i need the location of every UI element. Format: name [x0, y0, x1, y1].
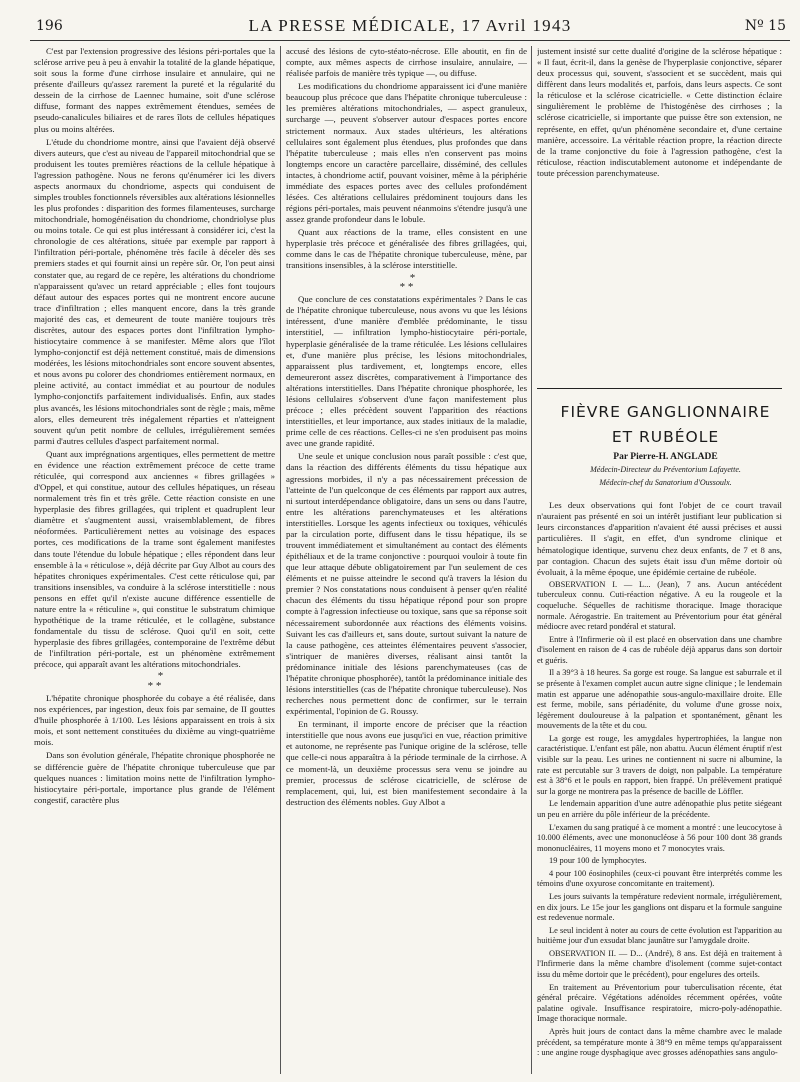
paragraph: L'hépatite chronique phosphorée du cobaye a été réalisée, dans nos expériences, par ingestion, deux fois par semaine, de II gouttes d'huile phosphorée à 1/100. Les lésions apparaissent en trois à six mois, et sont nettement constituées du dixième au vingt-quatrième mois.: [34, 693, 275, 748]
journal-title: LA PRESSE MÉDICALE, 17 Avril 1943: [248, 16, 572, 35]
column-divider-2: [531, 46, 532, 1074]
column-2: [286, 46, 527, 1076]
section-separator: * * *: [147, 670, 164, 692]
paragraph: En terminant, il importe encore de préciser que la réaction interstitielle que nous avons eue jusqu'ici en vue, réaction primitive et autonome, ne représente pas l'unique origine de la sclérose, telle que celle-ci nous apparaîtra à la période terminale de la cirrhose. A ce moment-là, un deuxième processus sera venu se joindre au premier, processus de sclérose cicatricielle, de sclérose de remplacement, qui, lui, est bien manifestement secondaire à la destruction des éléments nobles. Guy Albot a: [286, 719, 527, 807]
paragraph: Que conclure de ces constatations expérimentales ? Dans le cas de l'hépatite chronique tuberculeuse, nous avons vu que les lésions intéressent, d'une manière d'emblée prédominante, le tissu interstitiel, — infiltration lympho-histiocytaire péri-portale, hyperplasie généralisée de la trame réticulée. Les lésions cellulaires et, d'une manière plus précise, les lésions mitochondriales, apparaissent plus tardivement, et, longtemps encore, elles demeureront assez discrètes, comparativement à l'importance des altérations interstitielles. Dans l'hépatite chronique phosphorée, les lésions cellulaires s'observent d'une façon manifestement plus précoce ; elles précèdent souvent l'apparition des réactions interstitielles, et leur importance, aux stades initiaux de la maladie, prime celle de ces réactions. Celles-ci ne s'en produisent pas moins avec une grande rapidité.: [286, 294, 527, 449]
article-paragraph: L'examen du sang pratiqué à ce moment a montré : une leucocytose à 10.000 éléments, avec une mononucléose à 56 pour 100 dont 38 grands mononucléaires, 11 moyens mono et 7 monocytes vrais.: [537, 822, 782, 853]
article-paragraph: Le seul incident à noter au cours de cette évolution est l'apparition au huitième jour d'un exsudat blanc jaunâtre sur l'amygdale droite.: [537, 925, 782, 946]
paragraph: Les modifications du chondriome apparaissent ici d'une manière beaucoup plus précoce que dans l'hépatite chronique tuberculeuse : les premières altérations mitochondriales, — aspect granuleux, surcharge —, peuvent s'observer autour d'espaces portes encore strictement normaux. Aux stades ultérieurs, les altérations cellulaires sont également plus étendues, plus profondes que dans l'hépatite tuberculeuse ; mais elles n'en conservent pas moins longtemps encore un caractère parcellaire, disséminé, des cellules intactes, à chondriome actif, pouvant voisiner, même à la périphérie immédiate des espaces portes avec des cellules profondément lésées. Ces altérations cellulaires prédominent toujours dans les régions péri-portales, mais peuvent néanmoins s'étendre jusqu'à une assez grande profondeur dans le lobule.: [286, 81, 527, 225]
section-separator: * * *: [399, 271, 416, 293]
paragraph: Dans son évolution générale, l'hépatite chronique phosphorée ne se différencie guère de l'hépatite chronique tuberculeuse que par quelques nuances : limitation moins nette de l'infiltration lympho-histiocytaire péri-portale, importance plus grande de l'élément congestif, caractère plus: [34, 750, 275, 805]
article-paragraph: 4 pour 100 éosinophiles (ceux-ci pouvant être interprétés comme les témoins d'une oxyurose concomitante en traitement).: [537, 868, 782, 889]
header-rule: [30, 40, 790, 41]
article-paragraph: La gorge est rouge, les amygdales hypertrophiées, la langue non caractéristique. L'enfant est pâle, non abattu. Aucun élément éruptif n'est visible sur la peau. Les urines ne contiennent ni sucre ni albumine, la rate est percutable sur 3 travers de doigt, non palpable. La température est à 38°6 et le pouls en rapport, bien frappé. Un prélèvement pratiqué sur la gorge ne montrera pas la présence de bacille de Löffler.: [537, 733, 782, 796]
article-paragraph: Les deux observations qui font l'objet de ce court travail n'auraient pas présenté en soi un intérêt justifiant leur publication si leurs circonstances d'apparition n'avaient été aussi précises et aussi particulières. Il s'agit, en effet, d'un syndrome clinique et hématologique identique, survenu chez deux enfants, de 7 et 8 ans, par contagion. Chacun des sujets était issu d'un même dortoir où évoluait, à la même époque, une épidémie certaine de rubéole.: [537, 500, 782, 577]
article-paragraph: Après huit jours de contact dans la même chambre avec le malade précédent, sa température monte à 38°9 en même temps qu'apparaissent : une angine rouge dysphagique avec grosses adénopathies sans angulo-: [537, 1026, 782, 1058]
article-body: [537, 500, 782, 1058]
article-author: Par Pierre-H. ANGLADE: [613, 451, 718, 462]
paragraph: C'est par l'extension progressive des lésions péri-portales que la sclérose arrive peu à peu à envahir la totalité de la glande hépatique, soit sous la forme d'une cirrhose insulaire et annulaire, qui ne présente d'ailleurs qu'assez rarement la pureté et la régularité du dessein de la cirrhose de Laennec humaine, soit d'une sclérose diffuse, formant des nappes extrêmement étendues, semées de pseudo-canalicules biliaires et de rares îlots de cellules hépatiques plus ou moins altérées.: [34, 46, 275, 134]
paragraph: Quant aux réactions de la trame, elles consistent en une hyperplasie très précoce et généralisée des fibres grillagées, qui, comme dans le cas de l'hépatite chronique tuberculeuse, mène, par transitions insensibles, à la sclérose interstitielle.: [286, 227, 527, 271]
column-3-top: [537, 46, 782, 396]
article-paragraph: Les jours suivants la température redevient normale, irrégulièrement, en dix jours. Le 15e jour les ganglions ont disparu et la formule sanguine est redevenue normale.: [537, 891, 782, 923]
page-header: [30, 14, 790, 40]
page-number: 196: [36, 18, 63, 34]
column-divider-1: [280, 46, 281, 1074]
issue-number: Nº 15: [744, 18, 786, 34]
article-rule: [537, 388, 782, 389]
article-paragraph: Le lendemain apparition d'une autre adénopathie plus petite siégeant un peu en arrière du pôle inférieur de la précédente.: [537, 799, 782, 819]
paragraph: Quant aux imprégnations argentiques, elles permettent de mettre en évidence une réaction extrêmement précoce de cette trame réticulée, qui correspond aux anciennes « fibres grillagées » d'Oppel, et qui constitue, autour des cellules hépatiques, un réseau normalement très fin et très grêle. Cette réaction consiste en une hyperplasie des fibres grillagées, qui triplent et quadruplent leur diamètre et s'augmentent aussi, vraisemblablement, de fibres néoformées. Particulièrement nettes au voisinage des espaces portes, ces modifications de la trame sont également manifestes dans toute l'étendue du lobule hépatique ; elles répondent dans leur ensemble à la « réticulose », déjà décrite par Guy Albot au cours des hépatites chroniques expérimentales. C'est cette réticulose qui, par transitions insensibles, va conduire à la sclérose interstitielle : nous pensons en effet qu'il n'existe aucune différence essentielle de nature entre la « réticuline », qui constitue le substratum chimique hypothétique de la trame réticulée, et le collagène, substance fondamentale du tissu de sclérose. Quoi qu'il en soit, cette hyperplasie des fibres grillagées, contemporaine de l'extrême début de l'infiltration péri-portale, est un phénomène extrêmement précoce, qui apparaît avant les altérations mitochondriales.: [34, 448, 275, 670]
paragraph: accusé des lésions de cyto-stéato-nécrose. Elle aboutit, en fin de compte, aux mêmes aspects de cirrhose insulaire, annulaire, — réalisée parfois de manière très typique —, ou diffuse.: [286, 46, 527, 79]
article-title-line-2: ET RUBÉOLE: [611, 428, 720, 447]
author-affiliation: Médecin-Directeur du Préventorium Lafayette.: [590, 465, 741, 475]
paragraph: Une seule et unique conclusion nous paraît possible : c'est que, dans la réaction des différents éléments du tissu hépatique aux agressions morbides, il n'y a pas nécessairement précession de l'atteinte de l'un quelconque de ces éléments par rapport aux autres, ni surtout interdépendance obligatoire, dans un sens ou dans l'autre, entre les altérations parenchymateuses et les altérations interstitielles. Lorsque les agents infectieux ou toxiques, véhiculés par la circulation porte, diffusent dans le tissu hépatique, ils se trouvent immédiatement et simultanément au contact des éléments épithéliaux et de la trame conjonctive : pourquoi vouloir à toute fin que leur attaque débute obligatoirement par l'un seulement de ces éléments et ne puisse atteindre le second qu'à travers la lésion du premier ? Nos constatations nous conduisent à penser qu'en réalité chacun des éléments du tissu hépatique répond pour son propre compte à l'agression infectieuse ou toxique, sans que sa réponse soit nécessairement subordonnée aux réactions des éléments voisins. Suivant les cas d'ailleurs et, sans doute, surtout suivant la nature de la cause pathogène, ces atteintes élémentaires peuvent s'associer, s'intriquer de manières diverses, réalisant ainsi tantôt la prédominance initiale des lésions parenchymateuses (cas de l'hépatite chronique phosphorée), tantôt la prédominance initiale des lésions interstitielles (cas de l'hépatite chronique tuberculeuse). Nos recherches nous permettent donc de confirmer, sur le terrain expérimental, l'opinion de G. Roussy.: [286, 451, 527, 717]
author-affiliation: Médecin-chef du Sanatorium d'Oussoulx.: [599, 477, 732, 487]
article-title-line-1: FIÈVRE GANGLIONNAIRE: [560, 403, 771, 421]
article-fievre-ganglionnaire: [537, 384, 782, 1076]
article-paragraph: Entre à l'Infirmerie où il est placé en observation dans une chambre d'isolement en raison de 4 cas de rubéole déjà apparus dans son dortoir et guéris.: [537, 634, 782, 665]
article-paragraph: Il a 39°3 à 18 heures. Sa gorge est rouge. Sa langue est saburrale et il se présente à l'examen complet aucun autre signe clinique ; le lendemain matin est apparue une adénopathie sous-angulo-maxillaire droite. Elle est ferme, mobile, sans périadénite, du volume d'une grosse noix, légèrement douloureuse à la palpation et spontanément, gênant les mouvements de la tête et du cou.: [537, 668, 782, 731]
paragraph: justement insisté sur cette dualité d'origine de la sclérose hépatique : « Il faut, écrit-il, dans la genèse de l'hyperplasie conjonctive, séparer deux processus qui, souvent, s'associent et se succèdent, mais qui diffèrent dans leurs modalités et, parfois, dans leurs aspects. Ce sont la réticulose et la sclérose cicatricielle. « Cette distinction éclaire singulièrement le problème de l'histogénèse des cirrhoses ; la sclérose cicatricielle, si importante que puisse être son extension, ne représente, en effet, qu'un phénomène secondaire et, d'une certaine manière, accessoire. La véritable réaction propre, la réaction directe de la trame conjonctive du foie à l'agression pathogène, c'est la réticulose, réaction indiscutablement autonome et indépendante de toute précession parenchymateuse.: [537, 46, 782, 178]
article-paragraph: 19 pour 100 de lymphocytes.: [549, 856, 647, 866]
column-1: [34, 46, 275, 1076]
article-paragraph: OBSERVATION II. — D... (André), 8 ans. Est déjà en traitement à l'Infirmerie dans la même chambre d'isolement (comme sujet-contact issu du même dortoir que le précédent), pour engelures des orteils.: [537, 948, 782, 980]
article-paragraph: OBSERVATION I. — L... (Jean), 7 ans. Aucun antécédent tuberculeux connu. Cuti-réaction négative. A eu la rougeole et la coqueluche. Séquelles de rachitisme thoracique. Image thoracique normale. Aérogastrie. En traitement au Préventorium pour état général médiocre avec retard pondéral et statural.: [537, 579, 782, 632]
paragraph: L'étude du chondriome montre, ainsi que l'avaient déjà observé divers auteurs, que c'est au niveau de l'appareil mitochondrial que se produisent les toutes premières réactions de la cellule hépatique à l'agression pathogène. Nous ne ferons qu'énumérer ici les divers aspects anormaux du chondriome, aspects qui conduisent de simples troubles fonctionnels réversibles aux altérations lésionnelles les plus profondes : disparition des formes filamenteuses, surcharge mitochondriale, homogénéisation du chondriome, chondriolyse plus ou moins totale. Ce qui est plus intéressant à considérer ici, c'est la chronologie de ces altérations, située par exemple par rapport à l'infiltration péri-portale, phénomène très facile à déceler dès ses premiers stades et qui fournit ainsi un repère sûr. Or, l'on peut ainsi constater que, au regard de ce repère, les altérations du chondriome n'apparaissent qu'avec un retard appréciable ; elles font toujours défaut autour des espaces portes qui ne montrent encore aucune trace d'infiltration ; elles manquent encore, dans la très grande majorité des cas, et demeurent de toute manière toujours très discrètes, autour des espaces portes dont l'infiltration lympho-histiocytaire commence à se manifester. Même alors que l'îlot lympho-conjonctif est déjà nettement constitué, mais de dimensions modérées, les lésions mitochondriales sont encore souvent absentes, et nous avons pu colorer des chondriomes entièrement normaux, en pleine activité, au contact immédiat et au pourtour de nodules lympho-conjonctifs parfaitement individualisés. Enfin, aux stades plus avancés, les lésions mitochondriales sont de règle ; mais, même alors, elles demeurent très inégalement réparties et n'atteignent souvent qu'un petit nombre de cellules, irrégulièrement semées parmi d'autres cellules d'aspect parfaitement normal.: [34, 136, 275, 446]
article-paragraph: En traitement au Préventorium pour tuberculisation récente, état général précaire. Végétations adénoïdes récemment opérées, voûte palatine ogivale. Insuffisance respiratoire, micro-poly-adénopathie. Image thoracique normale.: [537, 982, 782, 1024]
